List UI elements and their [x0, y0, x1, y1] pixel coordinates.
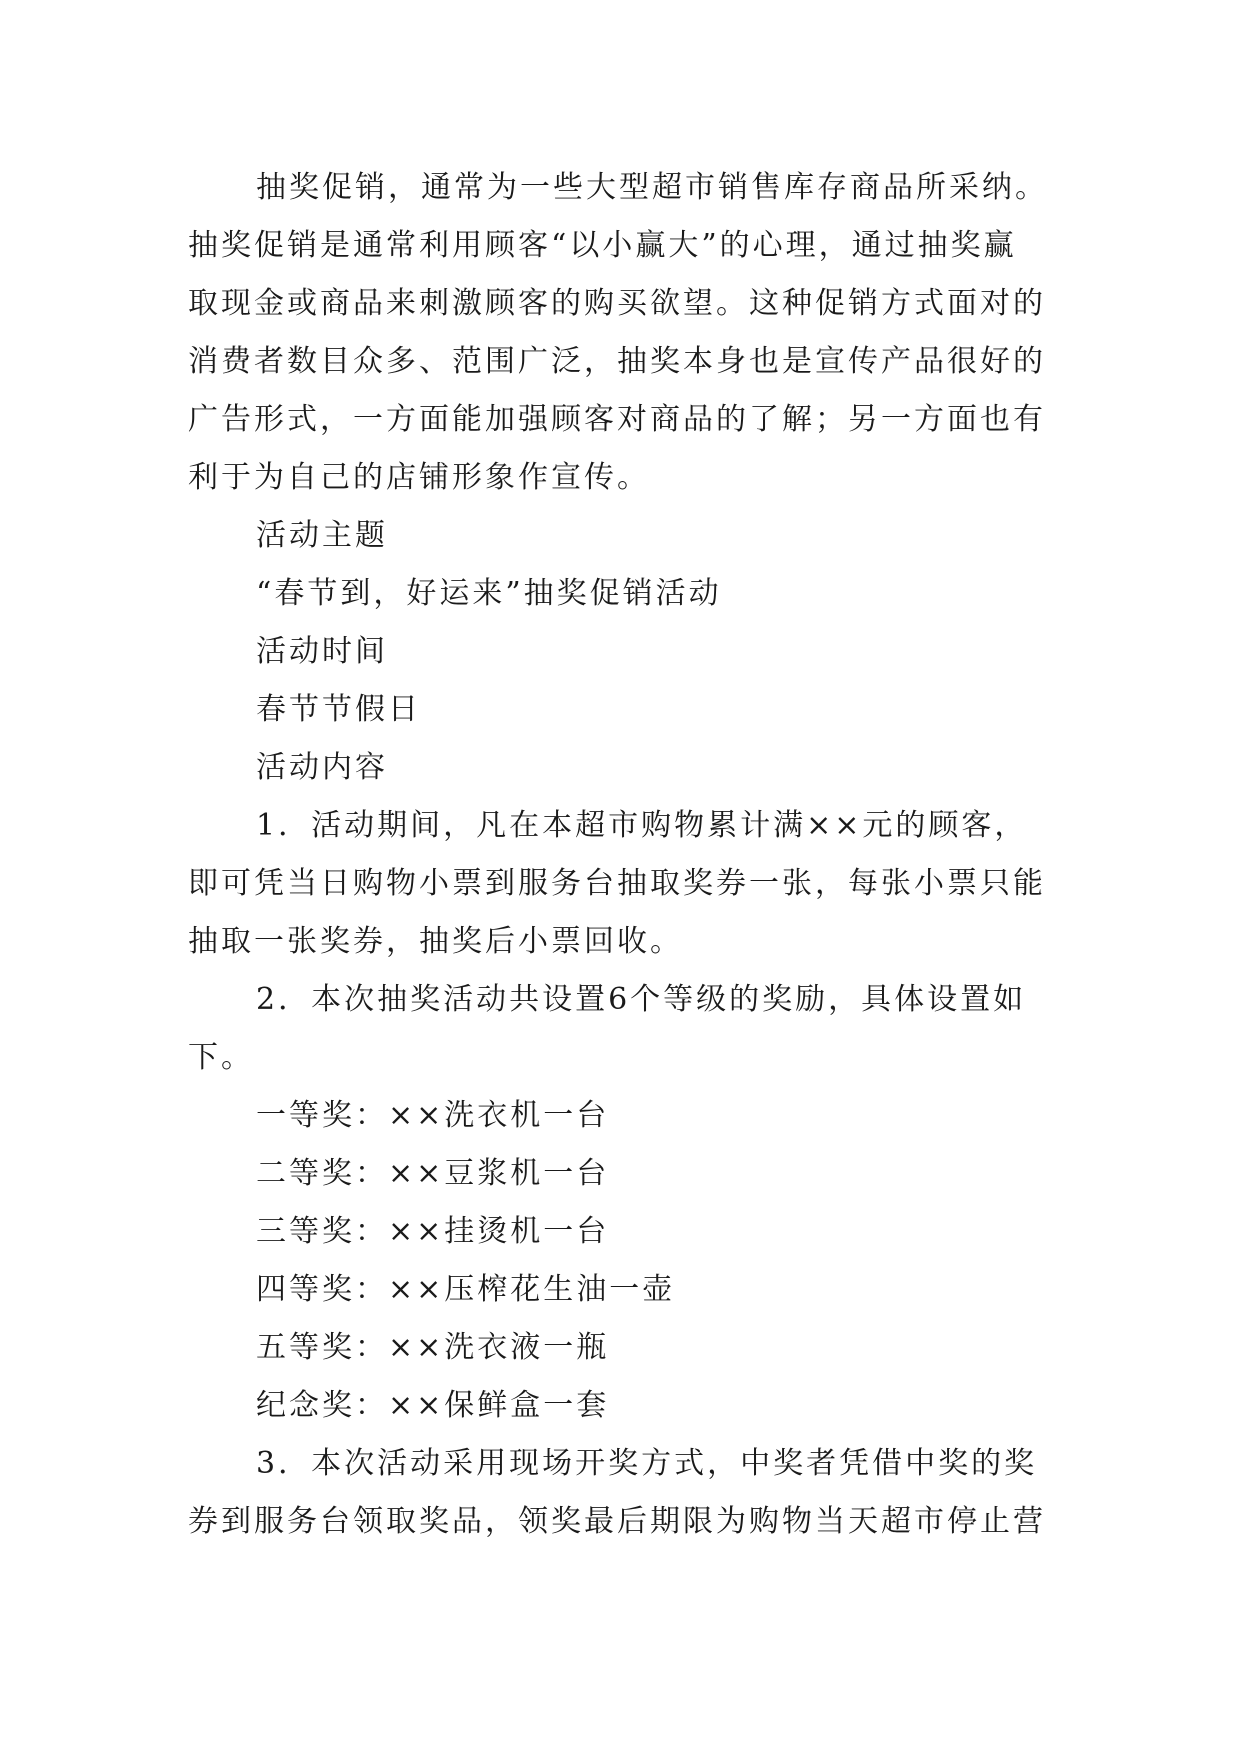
section-heading-time: 活动时间 — [256, 634, 388, 669]
item-1-line: 1．活动期间，凡在本超市购物累计满××元的顾客， — [256, 808, 1028, 843]
item-1-line: 抽取一张奖券，抽奖后小票回收。 — [188, 924, 683, 959]
item-3-line: 券到服务台领取奖品，领奖最后期限为购物当天超市停止营 — [188, 1504, 1046, 1539]
item-2-line: 2．本次抽奖活动共设置6个等级的奖励，具体设置如 — [256, 982, 1027, 1017]
paragraph-intro-line: 消费者数目众多、范围广泛，抽奖本身也是宣传产品很好的 — [188, 344, 1046, 379]
prize-second: 二等奖：××豆浆机一台 — [256, 1156, 610, 1191]
paragraph-intro-line: 利于为自己的店铺形象作宣传。 — [188, 460, 650, 495]
prize-fifth: 五等奖：××洗衣液一瓶 — [256, 1330, 610, 1365]
prize-souvenir: 纪念奖：××保鲜盒一套 — [256, 1388, 610, 1423]
paragraph-intro-line: 广告形式，一方面能加强顾客对商品的了解；另一方面也有 — [188, 402, 1046, 437]
item-1-line: 即可凭当日购物小票到服务台抽取奖券一张，每张小票只能 — [188, 866, 1046, 901]
section-heading-theme: 活动主题 — [256, 518, 388, 553]
prize-fourth: 四等奖：××压榨花生油一壶 — [256, 1272, 676, 1307]
item-2-line: 下。 — [188, 1040, 254, 1075]
prize-third: 三等奖：××挂烫机一台 — [256, 1214, 610, 1249]
paragraph-intro-line: 抽奖促销，通常为一些大型超市销售库存商品所采纳。 — [256, 170, 1048, 205]
section-heading-content: 活动内容 — [256, 750, 388, 785]
paragraph-intro-line: 抽奖促销是通常利用顾客“以小赢大”的心理，通过抽奖赢 — [188, 228, 1017, 263]
theme-text: “春节到，好运来”抽奖促销活动 — [256, 576, 722, 611]
prize-first: 一等奖：××洗衣机一台 — [256, 1098, 610, 1133]
item-3-line: 3．本次活动采用现场开奖方式，中奖者凭借中奖的奖 — [256, 1446, 1038, 1481]
time-text: 春节节假日 — [256, 692, 421, 727]
paragraph-intro-line: 取现金或商品来刺激顾客的购买欲望。这种促销方式面对的 — [188, 286, 1046, 321]
